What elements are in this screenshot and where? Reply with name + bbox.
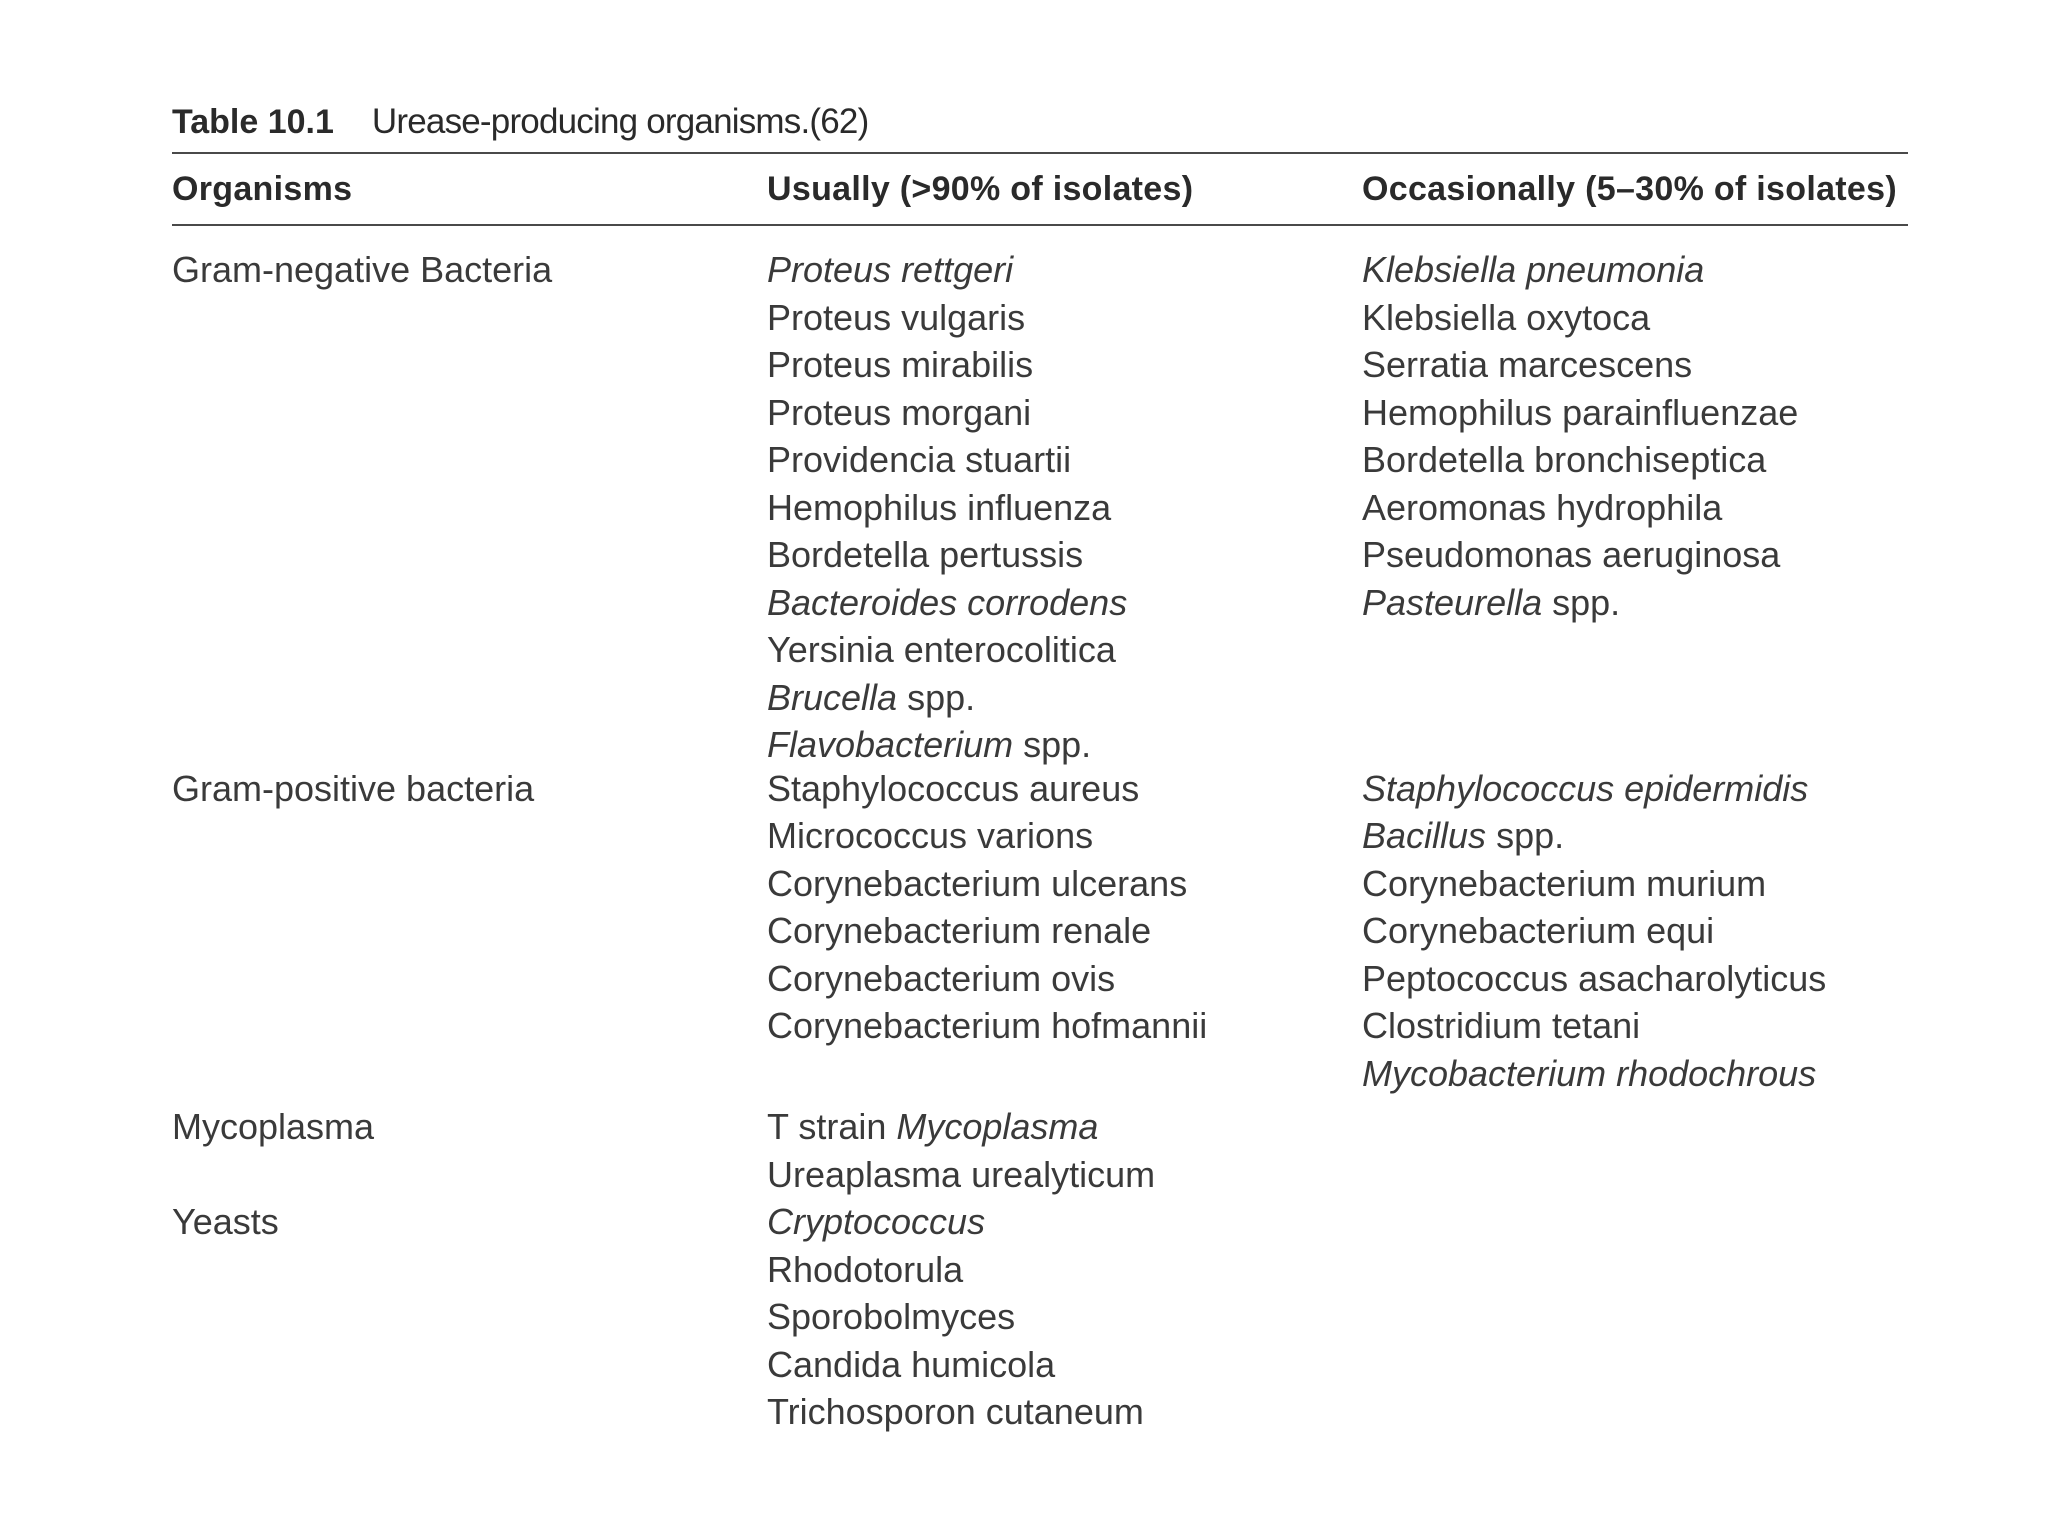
organism-genus-italic: Flavobacterium [767, 724, 1014, 765]
table-number: Table 10.1 [172, 102, 334, 141]
table-row [172, 246, 1908, 769]
organism-entry [767, 674, 1362, 722]
organism-category-cell [172, 1103, 767, 1151]
organism-entry [767, 1198, 1362, 1246]
organism-entry [767, 1151, 1362, 1199]
organism-genus-italic: Cryptococcus [767, 1201, 986, 1242]
organism-text: Proteus vulgaris [767, 296, 1026, 338]
organism-entry [767, 484, 1362, 532]
occasionally-cell [1362, 246, 1908, 626]
organism-category: Yeasts [172, 1201, 279, 1242]
organism-entry [767, 436, 1362, 484]
organism-entry [767, 341, 1362, 389]
organism-entry [767, 579, 1362, 627]
organism-text: Proteus morgani [767, 391, 1032, 433]
organism-text: spp. [1542, 581, 1621, 623]
organism-entry [767, 1341, 1362, 1389]
organism-entry [1362, 484, 1908, 532]
table-row [172, 1103, 1908, 1198]
organism-text: Hemophilus influenza [767, 486, 1112, 528]
organism-entry [767, 1002, 1362, 1050]
organism-genus-italic: Klebsiella pneumonia [1362, 249, 1705, 290]
organism-text: T strain [767, 1106, 897, 1147]
organism-text: Staphylococcus aureus [767, 767, 1140, 809]
table-row [172, 765, 1908, 1098]
organism-text: Sporobolmyces [767, 1296, 1016, 1337]
organism-entry [767, 765, 1362, 813]
organism-text: Peptococcus asacharolyticus [1362, 957, 1827, 999]
organism-category: Gram-positive bacteria [172, 767, 535, 809]
organism-text: Corynebacterium ovis [767, 957, 1116, 999]
organism-text: Corynebacterium equi [1362, 910, 1715, 951]
table-title: Urease-producing organisms.(62) [371, 102, 869, 141]
organism-text: Hemophilus parainfluenzae [1362, 391, 1799, 433]
organism-entry [1362, 579, 1908, 627]
organism-entry [1362, 907, 1908, 955]
organism-genus-italic: Bacillus [1362, 815, 1487, 856]
header-usually: Usually (>90% of isolates) [767, 169, 1194, 208]
organism-category-cell [172, 1198, 767, 1246]
organism-entry [767, 1103, 1362, 1151]
organism-entry [767, 294, 1362, 342]
usually-cell [767, 1103, 1362, 1198]
table-body [172, 226, 1908, 1436]
organism-entry [767, 531, 1362, 579]
organism-entry [1362, 1002, 1908, 1050]
header-organisms: Organisms [172, 169, 353, 208]
organism-entry [767, 1246, 1362, 1294]
organism-text: Aeromonas hydrophila [1362, 486, 1723, 528]
organism-text: Providencia stuartii [767, 439, 1072, 480]
organism-entry [1362, 1050, 1908, 1098]
organism-text: spp. [1486, 815, 1565, 856]
organism-entry [1362, 812, 1908, 860]
table-header-row [172, 154, 1908, 224]
organism-entry [767, 626, 1362, 674]
organism-genus-italic: Brucella [767, 676, 898, 718]
occasionally-cell [1362, 765, 1908, 1098]
organism-genus-italic: Staphylococcus epidermidis [1362, 767, 1809, 809]
organism-entry [1362, 531, 1908, 579]
organism-category-cell [172, 246, 767, 294]
organism-text: Serratia marcescens [1362, 344, 1693, 385]
organism-text: Klebsiella oxytoca [1362, 296, 1651, 338]
organism-category-cell [172, 765, 767, 813]
organism-text: Pseudomonas aeruginosa [1362, 534, 1781, 575]
organism-entry [1362, 246, 1908, 294]
organism-text: Clostridium tetani [1362, 1005, 1641, 1046]
organism-category: Gram-negative Bacteria [172, 249, 553, 290]
organism-entry [767, 246, 1362, 294]
organism-text: Trichosporon cutaneum [767, 1391, 1144, 1432]
organism-entry [1362, 955, 1908, 1003]
organism-genus-italic: Bacteroides corrodens [767, 581, 1128, 623]
table-row [172, 1198, 1908, 1436]
organism-genus-italic: Proteus rettgeri [767, 249, 1014, 290]
organism-text: Candida humicola [767, 1343, 1056, 1385]
organism-entry [1362, 389, 1908, 437]
organism-genus-italic: Pasteurella [1362, 581, 1543, 623]
organism-text: spp. [1013, 724, 1092, 765]
organism-entry [767, 1388, 1362, 1436]
organism-entry [1362, 341, 1908, 389]
organism-entry [1362, 294, 1908, 342]
organism-entry [767, 860, 1362, 908]
organism-genus-italic: Mycobacterium rhodochrous [1362, 1052, 1817, 1094]
organism-text: Bordetella pertussis [767, 534, 1084, 575]
organism-text: Ureaplasma urealyticum [767, 1153, 1156, 1195]
usually-cell [767, 1198, 1362, 1436]
organism-genus-italic: Mycoplasma [896, 1106, 1099, 1147]
organism-entry [1362, 860, 1908, 908]
organism-text: Yersinia enterocolitica [767, 629, 1116, 670]
usually-cell [767, 246, 1362, 769]
organism-text: Corynebacterium hofmannii [767, 1005, 1208, 1046]
organism-entry [767, 955, 1362, 1003]
urease-organisms-table [172, 92, 1908, 1436]
organism-entry [767, 1293, 1362, 1341]
organism-entry [767, 812, 1362, 860]
header-occasionally: Occasionally (5–30% of isolates) [1362, 169, 1897, 208]
organism-text: Bordetella bronchiseptica [1362, 439, 1767, 480]
organism-text: Rhodotorula [767, 1248, 964, 1290]
organism-entry [1362, 436, 1908, 484]
organism-text: Micrococcus varions [767, 815, 1094, 856]
usually-cell [767, 765, 1362, 1050]
organism-entry [767, 907, 1362, 955]
organism-entry [1362, 765, 1908, 813]
organism-category: Mycoplasma [172, 1106, 375, 1147]
organism-text: Corynebacterium ulcerans [767, 862, 1188, 904]
organism-text: Corynebacterium renale [767, 910, 1152, 951]
organism-text: spp. [897, 676, 976, 718]
organism-entry [767, 389, 1362, 437]
organism-entry [767, 721, 1362, 769]
organism-text: Proteus mirabilis [767, 344, 1034, 385]
organism-text: Corynebacterium murium [1362, 862, 1767, 904]
table-caption [172, 92, 1908, 152]
